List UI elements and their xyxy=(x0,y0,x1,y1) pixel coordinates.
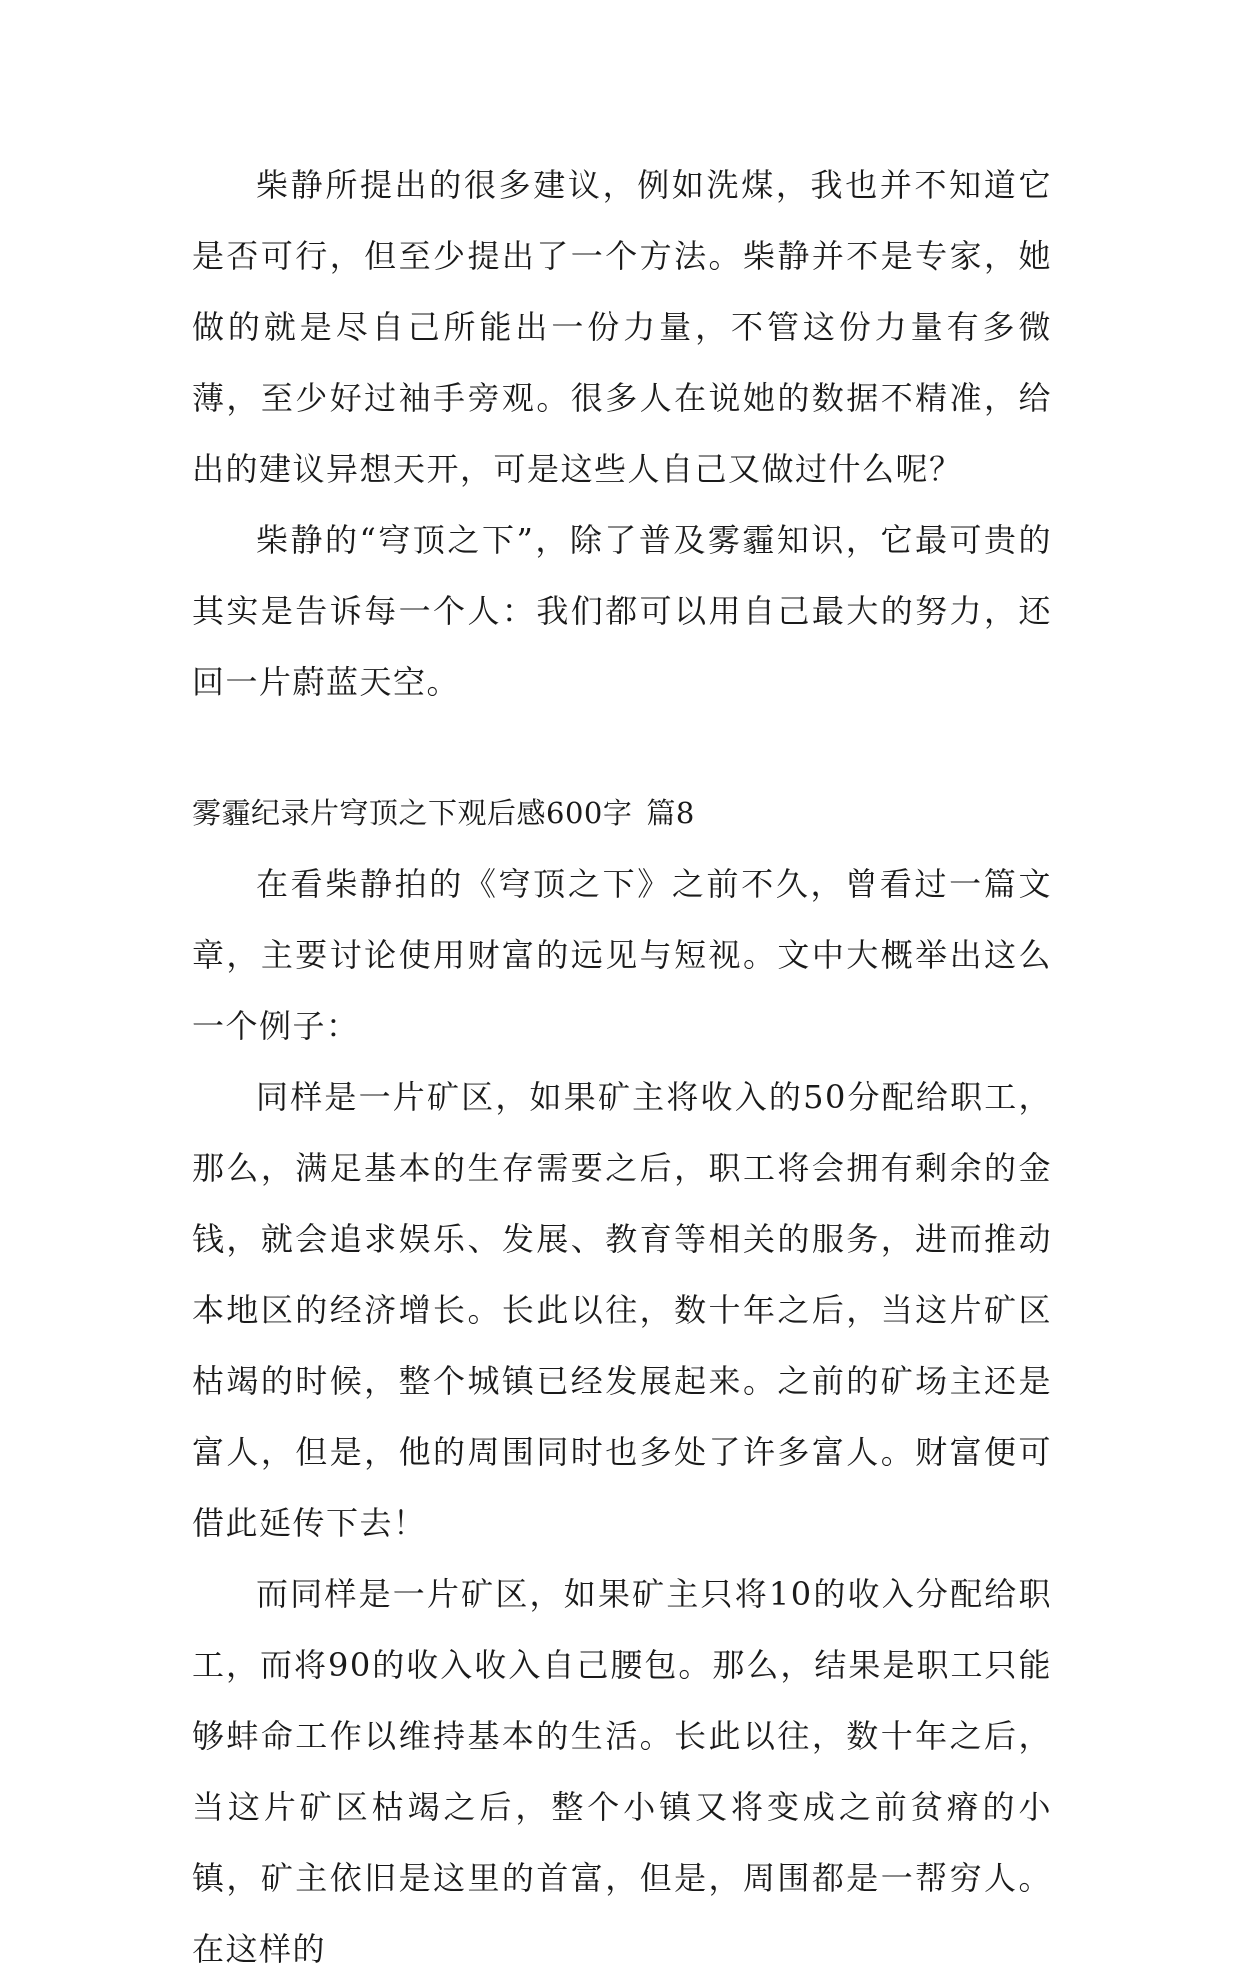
article-part-label: 篇8 xyxy=(646,796,695,830)
paragraph: 同样是一片矿区，如果矿主将收入的50分配给职工，那么，满足基本的生存需要之后，职工将会拥有剩余的金钱，就会追求娱乐、发展、教育等相关的服务，进而推动本地区的经济增长。长此以往，数十年之后，当这片矿区枯竭的时候，整个城镇已经发展起来。之前的矿场主还是富人，但是，他的周围同时也多处了许多富人。财富便可借此延传下去！ xyxy=(192,1078,1052,1542)
paragraph: 而同样是一片矿区，如果矿主只将10的收入分配给职工，而将90的收入收入自己腰包。那么，结果是职工只能够蚌命工作以维持基本的生活。长此以往，数十年之后，当这片矿区枯竭之后，整个小镇又将变成之前贫瘠的小镇，矿主依旧是这里的首富，但是，周围都是一帮穷人。在这样的 xyxy=(192,1575,1052,1968)
article-title: 雾霾纪录片穹顶之下观后感600字 xyxy=(192,796,633,830)
paragraph: 柴静所提出的很多建议，例如洗煤，我也并不知道它是否可行，但至少提出了一个方法。柴静并不是专家，她做的就是尽自己所能出一份力量，不管这份力量有多微薄，至少好过袖手旁观。很多人在说她的数据不精准，给出的建议异想天开，可是这些人自己又做过什么呢？ xyxy=(192,166,1052,488)
document-body xyxy=(192,150,1052,1985)
article-heading xyxy=(192,778,1052,849)
paragraph: 柴静的“穹顶之下”，除了普及雾霾知识，它最可贵的其实是告诉每一个人：我们都可以用自己最大的努力，还回一片蔚蓝天空。 xyxy=(192,521,1052,701)
paragraph: 在看柴静拍的《穹顶之下》之前不久，曾看过一篇文章，主要讨论使用财富的远见与短视。文中大概举出这么一个例子： xyxy=(192,865,1052,1045)
